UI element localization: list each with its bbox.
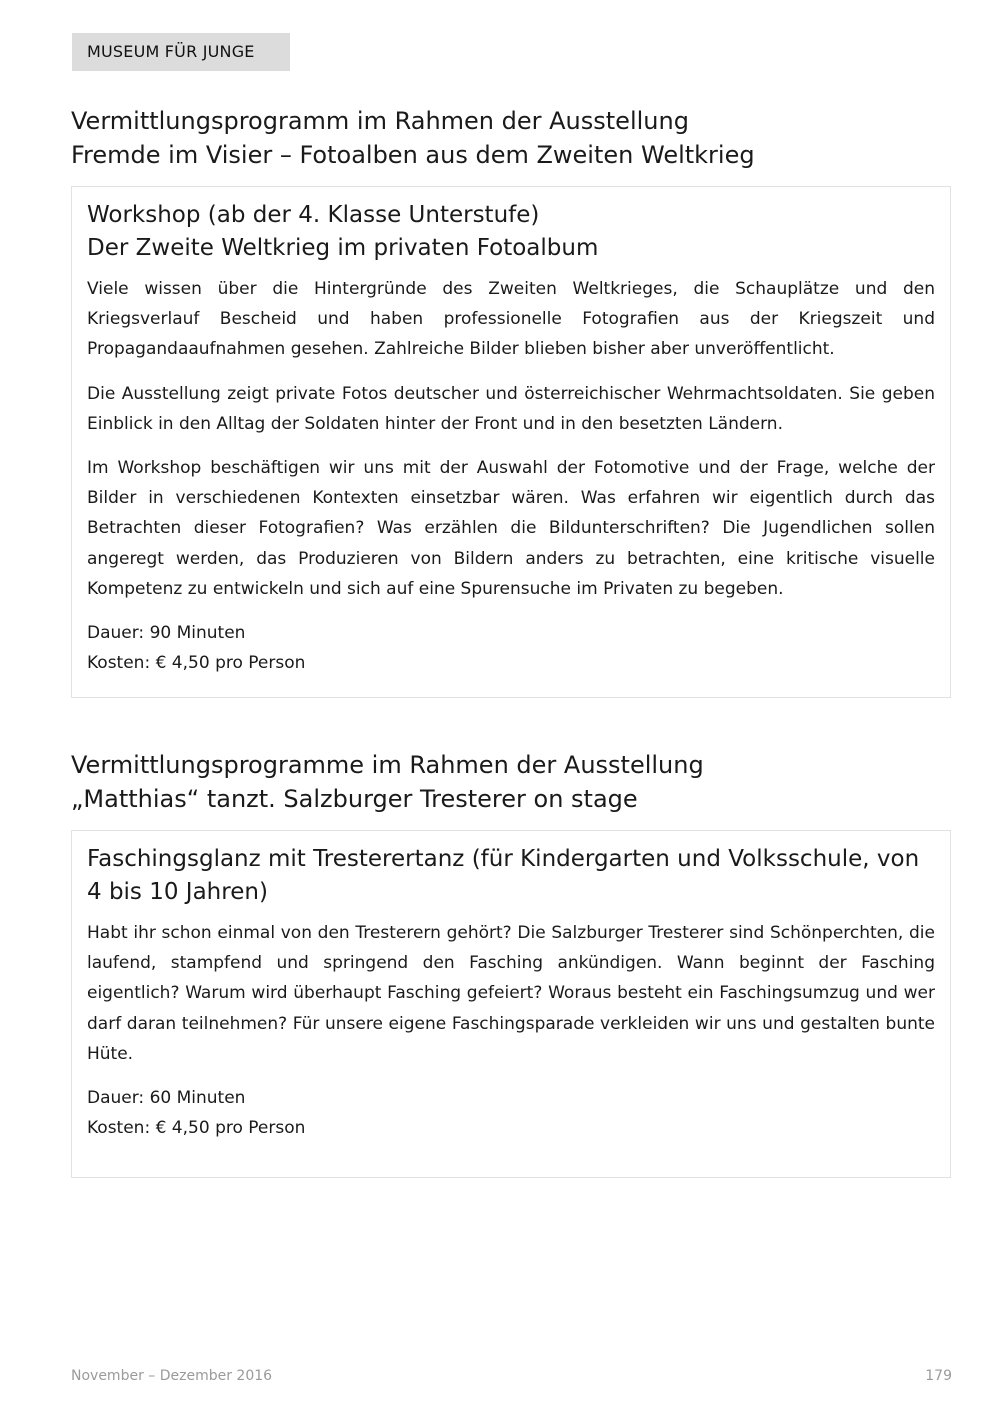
section-heading-line: Vermittlungsprogramm im Rahmen der Ausstellung [71,107,689,135]
section-heading-1 [71,104,951,172]
program-cost: Kosten: € 4,50 pro Person [87,653,306,674]
section-heading-line: Vermittlungsprogramme im Rahmen der Ausstellung [71,751,704,779]
page-number: 179 [925,1368,952,1384]
program-title-line: Der Zweite Weltkrieg im privaten Fotoalbum [87,235,599,261]
program-paragraph: Im Workshop beschäftigen wir uns mit der Auswahl der Fotomotive und der Frage, welche der Bilder in verschiedenen Kontexten einsetzbar wären. Was erfahren wir eigentlich durch das Betrachten dieser Fotografien? Was erzählen die Bildunterschriften? Die Jugendlichen sollen angeregt werden, das Produzieren von Bildern anders zu betrachten, eine kritische visuelle Kompetenz zu entwickeln und sich auf eine Spurensuche im Privaten zu begeben. [87,458,935,599]
program-title: Faschingsglanz mit Tresterertanz (für Kindergarten und Volksschule, von 4 bis 10 Jahren) [87,846,920,905]
section-heading-2 [71,748,951,816]
program-title [87,199,935,265]
program-cost: Kosten: € 4,50 pro Person [87,1118,306,1139]
program-box-workshop [71,186,951,698]
program-paragraph: Viele wissen über die Hintergründe des Zweiten Weltkrieges, die Schauplätze und den Kriegsverlauf Bescheid und haben professionelle Fotografien aus der Kriegszeit und Propagandaaufnahmen gesehen. Zahlreiche Bilder blieben bisher aber unveröffentlicht. [87,279,935,360]
category-tag: MUSEUM FÜR JUNGE [72,33,290,71]
section-heading-line: Fremde im Visier – Fotoalben aus dem Zweiten Weltkrieg [71,141,755,169]
section-heading-line: „Matthias“ tanzt. Salzburger Tresterer on stage [71,785,638,813]
program-box-fasching [71,830,951,1178]
program-paragraph: Habt ihr schon einmal von den Tresterern gehört? Die Salzburger Tresterer sind Schönperchten, die laufend, stampfend und springend den Fasching ankündigen. Wann beginnt der Fasching eigentlich? Warum wird überhaupt Fasching gefeiert? Woraus besteht ein Faschingsumzug und wer darf daran teilnehmen? Für unsere eigene Faschingsparade verkleiden wir uns und gestalten bunte Hüte. [87,923,935,1064]
footer-date: November – Dezember 2016 [71,1368,273,1384]
program-duration: Dauer: 90 Minuten [87,623,246,644]
program-title-line: Workshop (ab der 4. Klasse Unterstufe) [87,202,540,228]
program-paragraph: Die Ausstellung zeigt private Fotos deutscher und österreichischer Wehrmachtsoldaten. Sie geben Einblick in den Alltag der Soldaten hinter der Front und in den besetzten Ländern. [87,383,935,434]
program-duration: Dauer: 60 Minuten [87,1088,246,1109]
